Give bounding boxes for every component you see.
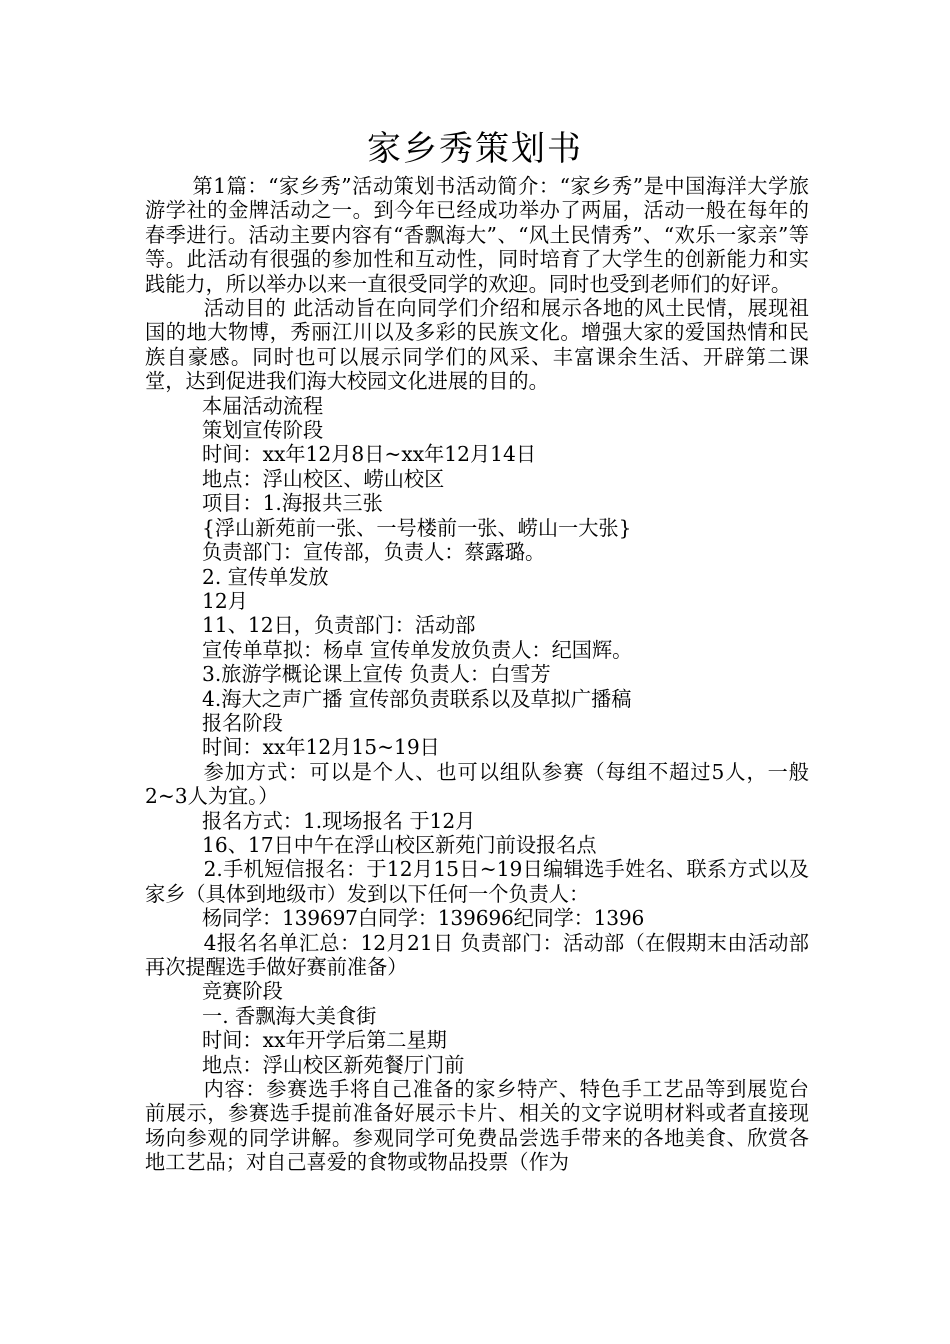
- body-paragraph: 第1篇：“家乡秀”活动策划书活动简介：“家乡秀”是中国海洋大学旅游学社的金牌活动之一。到今年已经成功举办了两届，活动一般在每年的春季进行。活动主要内容有“香飘海大”、“风土民情秀”、“欢乐一家亲”等等。此活动有很强的参加性和互动性，同时培育了大学生的创新能力和实践能力，所以举办以来一直很受同学的欢迎。同时也受到老师们的好评。: [145, 174, 809, 296]
- body-paragraph: 地点：浮山校区新苑餐厅门前: [202, 1052, 465, 1077]
- body-paragraph: 11、12日，负责部门：活动部: [202, 613, 476, 638]
- document-title: 家乡秀策划书: [367, 129, 583, 169]
- body-paragraph: 4.海大之声广播 宣传部负责联系以及草拟广播稿: [202, 686, 632, 711]
- body-paragraph: 16、17日中午在浮山校区新苑门前设报名点: [202, 832, 597, 857]
- body-paragraph: 一. 香飘海大美食街: [202, 1003, 377, 1028]
- body-paragraph: 2.手机短信报名：于12月15日~19日编辑选手姓名、联系方式以及家乡（具体到地级市）发到以下任何一个负责人：: [145, 857, 809, 906]
- body-paragraph: 竞赛阶段: [202, 979, 283, 1004]
- body-paragraph: 12月: [202, 588, 248, 613]
- body-paragraph: 本届活动流程: [202, 393, 324, 418]
- body-paragraph: 时间：xx年12月15~19日: [202, 735, 440, 760]
- body-paragraph: 报名方式：1.现场报名 于12月: [202, 808, 476, 833]
- body-paragraph: 项目：1.海报共三张: [202, 491, 383, 516]
- body-paragraph: 宣传单草拟：杨卓 宣传单发放负责人：纪国辉。: [202, 637, 633, 662]
- body-paragraph: 3.旅游学概论课上宣传 负责人：白雪芳: [202, 662, 551, 687]
- document-body: [145, 174, 809, 1175]
- body-paragraph: {浮山新苑前一张、一号楼前一张、崂山一大张}: [202, 515, 632, 540]
- body-paragraph: 活动目的 此活动旨在向同学们介绍和展示各地的风土民情，展现祖国的地大物博，秀丽江川以及多彩的民族文化。增强大家的爱国热情和民族自豪感。同时也可以展示同学们的风采、丰富课余生活、开辟第二课堂，达到促进我们海大校园文化进展的目的。: [145, 296, 809, 394]
- body-paragraph: 负责部门：宣传部，负责人：蔡露璐。: [202, 540, 546, 565]
- body-paragraph: 地点：浮山校区、崂山校区: [202, 466, 445, 491]
- body-paragraph: 时间：xx年开学后第二星期: [202, 1028, 447, 1053]
- body-paragraph: 策划宣传阶段: [202, 418, 324, 443]
- body-paragraph: 报名阶段: [202, 710, 283, 735]
- body-paragraph: 时间：xx年12月8日~xx年12月14日: [202, 442, 537, 467]
- body-paragraph: 2. 宣传单发放: [202, 564, 329, 589]
- body-paragraph: 杨同学：139697白同学：139696纪同学：1396: [202, 906, 645, 931]
- body-paragraph: 4报名名单汇总：12月21日 负责部门：活动部（在假期末由活动部再次提醒选手做好赛前准备）: [145, 930, 809, 979]
- body-paragraph: 内容：参赛选手将自己准备的家乡特产、特色手工艺品等到展览台前展示，参赛选手提前准备好展示卡片、相关的文字说明材料或者直接现场向参观的同学讲解。参观同学可免费品尝选手带来的各地美食、欣赏各地工艺品；对自己喜爱的食物或物品投票（作为: [145, 1077, 809, 1175]
- body-paragraph: 参加方式：可以是个人、也可以组队参赛（每组不超过5人，一般2~3人为宜。）: [145, 759, 809, 809]
